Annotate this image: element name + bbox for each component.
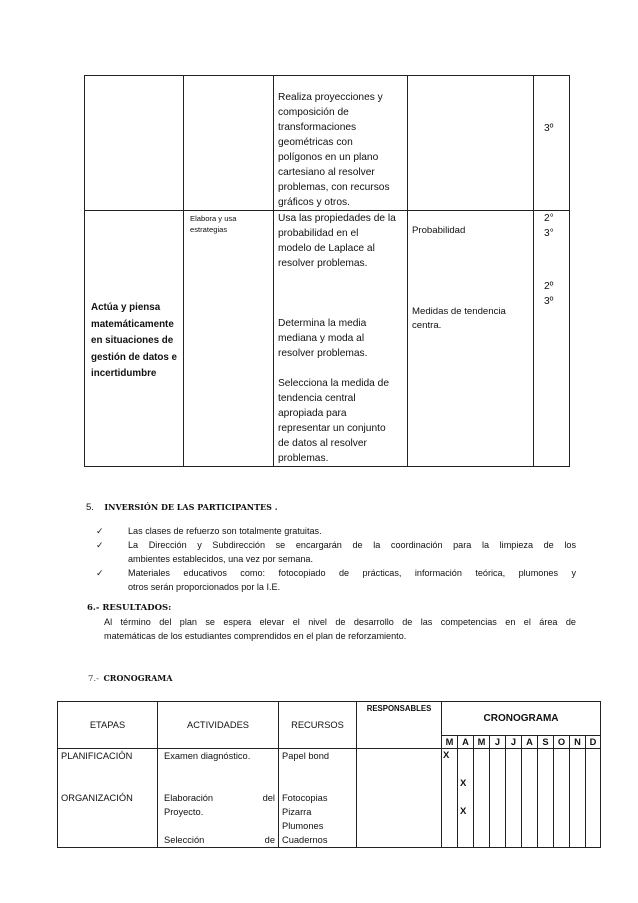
activity-cell xyxy=(274,76,408,211)
activity-text: Proyecto. xyxy=(164,807,204,817)
competency-line: incertidumbre xyxy=(91,368,157,379)
activity-line: de datos al resolver xyxy=(278,438,367,449)
activity-line: resolver problemas. xyxy=(278,348,368,359)
list-item-text: ambientes establecidos, una vez por semana. xyxy=(128,554,314,564)
checkmark-icon: ✓ xyxy=(96,526,104,536)
stage-cell xyxy=(58,749,158,848)
section6-body xyxy=(104,615,576,643)
grade-value: 3° xyxy=(544,228,554,239)
schedule-mark: X xyxy=(460,778,467,789)
activity-line: Determina la media xyxy=(278,318,367,329)
stage-label: PLANIFICACIÓN xyxy=(61,751,133,761)
checkmark-icon: ✓ xyxy=(96,540,104,550)
section5-list xyxy=(96,524,576,594)
month-header: D xyxy=(586,736,601,749)
activity-line: transformaciones xyxy=(278,122,357,133)
activity-cell xyxy=(158,749,279,848)
competencies-table xyxy=(84,75,570,467)
responsible-cell xyxy=(357,749,442,848)
knowledge-line: centra. xyxy=(412,320,442,331)
activity-line: mediana y moda al xyxy=(278,333,365,344)
month-header: N xyxy=(570,736,586,749)
month-cell xyxy=(554,749,570,848)
grade-cell xyxy=(534,76,570,211)
capability-line: estrategias xyxy=(190,225,228,234)
activity-line: Realiza proyecciones y xyxy=(278,92,383,103)
activity-line: composición de xyxy=(278,107,349,118)
activity-line: geométricas con xyxy=(278,137,353,148)
month-header: M xyxy=(474,736,490,749)
grade-value: 3º xyxy=(544,296,554,307)
header-stages: ETAPAS xyxy=(58,702,158,749)
header-responsible: RESPONSABLES xyxy=(357,702,442,749)
list-item xyxy=(96,538,576,566)
schedule-mark: X xyxy=(443,750,450,761)
header-schedule: CRONOGRAMA xyxy=(442,702,601,736)
month-cell xyxy=(490,749,506,848)
activity-line: gráficos y otros. xyxy=(278,197,350,208)
list-item-text: otros serán proporcionados por la I.E. xyxy=(128,582,281,592)
schedule-table xyxy=(57,701,601,848)
competency-cell-empty xyxy=(85,76,184,211)
schedule-mark: X xyxy=(460,806,467,817)
capability-cell xyxy=(184,211,274,467)
activity-line: Usa las propiedades de la xyxy=(278,213,396,224)
activity-line: apropiada para xyxy=(278,408,347,419)
resource-text: Fotocopias xyxy=(282,793,328,803)
month-header: M xyxy=(442,736,458,749)
resource-text: Papel bond xyxy=(282,751,330,761)
capability-cell-empty xyxy=(184,76,274,211)
activity-text: Examen diagnóstico. xyxy=(164,751,251,761)
knowledge-cell-empty xyxy=(408,76,534,211)
grade-value: 3º xyxy=(544,123,554,134)
header-resources: RECURSOS xyxy=(279,702,357,749)
list-item-text: Materiales educativos como: fotocopiado de prácticas, información teórica, plumones y xyxy=(128,568,576,578)
section7-number: 7.- xyxy=(88,674,99,684)
list-item-text: La Dirección y Subdirección se encargarán de la coordinación para la limpieza de los xyxy=(128,540,576,550)
competency-line: en situaciones de xyxy=(91,335,174,346)
activity-text: Elaboración del xyxy=(164,793,275,803)
header-activities: ACTIVIDADES xyxy=(158,702,279,749)
activity-line: representar un conjunto xyxy=(278,423,386,434)
activity-line: modelo de Laplace al xyxy=(278,243,375,254)
grade-value: 2° xyxy=(544,213,554,224)
paragraph-line: matemáticas de los estudiantes comprendidos en el plan de reforzamiento. xyxy=(104,631,407,641)
month-header: A xyxy=(458,736,474,749)
section7-title: CRONOGRAMA xyxy=(103,673,173,683)
activity-line: cartesiano al resolver xyxy=(278,167,375,178)
activity-line: probabilidad en el xyxy=(278,228,359,239)
list-item-text: Las clases de refuerzo son totalmente gratuitas. xyxy=(128,526,322,536)
grades-cell xyxy=(534,211,570,467)
list-item xyxy=(96,566,576,594)
month-header: O xyxy=(554,736,570,749)
section5-title: INVERSIÓN DE LAS PARTICIPANTES . xyxy=(104,502,278,512)
resource-text: Cuadernos xyxy=(282,835,328,845)
activity-line: tendencia central xyxy=(278,393,356,404)
competency-cell xyxy=(85,211,184,467)
activities-cell xyxy=(274,211,408,467)
resource-text: Plumones xyxy=(282,821,324,831)
knowledge-probability: Probabilidad xyxy=(412,225,466,236)
section5-number: 5. xyxy=(86,502,94,513)
activity-line: polígonos en un plano xyxy=(278,152,379,163)
activity-text: Selección de xyxy=(164,835,275,845)
month-cell xyxy=(506,749,522,848)
month-cell xyxy=(570,749,586,848)
stage-label: ORGANIZACIÓN xyxy=(61,793,133,803)
month-header: A xyxy=(522,736,538,749)
competency-line: matemáticamente xyxy=(91,318,174,330)
section7-heading xyxy=(88,668,172,686)
month-cell xyxy=(522,749,538,848)
month-header: S xyxy=(538,736,554,749)
month-cell xyxy=(458,749,474,848)
resource-cell xyxy=(279,749,357,848)
knowledge-cell xyxy=(408,211,534,467)
month-cell xyxy=(586,749,601,848)
month-cell xyxy=(538,749,554,848)
competency-line: Actúa y piensa xyxy=(91,302,161,313)
section5-heading xyxy=(86,497,278,515)
activity-line: problemas. xyxy=(278,453,329,464)
month-cell xyxy=(442,749,458,848)
competency-line: gestión de datos e xyxy=(91,351,178,363)
month-cell xyxy=(474,749,490,848)
activity-line: Selecciona la medida de xyxy=(278,378,390,389)
resource-text: Pizarra xyxy=(282,807,312,817)
paragraph-line: Al término del plan se espera elevar el nivel de desarrollo de las competencias en el área de xyxy=(104,617,576,627)
knowledge-line: Medidas de tendencia xyxy=(412,306,506,317)
month-header: J xyxy=(506,736,522,749)
list-item xyxy=(96,524,576,538)
activity-line: problemas, con recursos xyxy=(278,182,390,193)
month-header: J xyxy=(490,736,506,749)
capability-line: Elabora y usa xyxy=(190,214,237,223)
activity-line: resolver problemas. xyxy=(278,258,368,269)
checkmark-icon: ✓ xyxy=(96,568,104,578)
section6-title: 6.- RESULTADOS: xyxy=(87,603,172,613)
grade-value: 2º xyxy=(544,281,554,292)
